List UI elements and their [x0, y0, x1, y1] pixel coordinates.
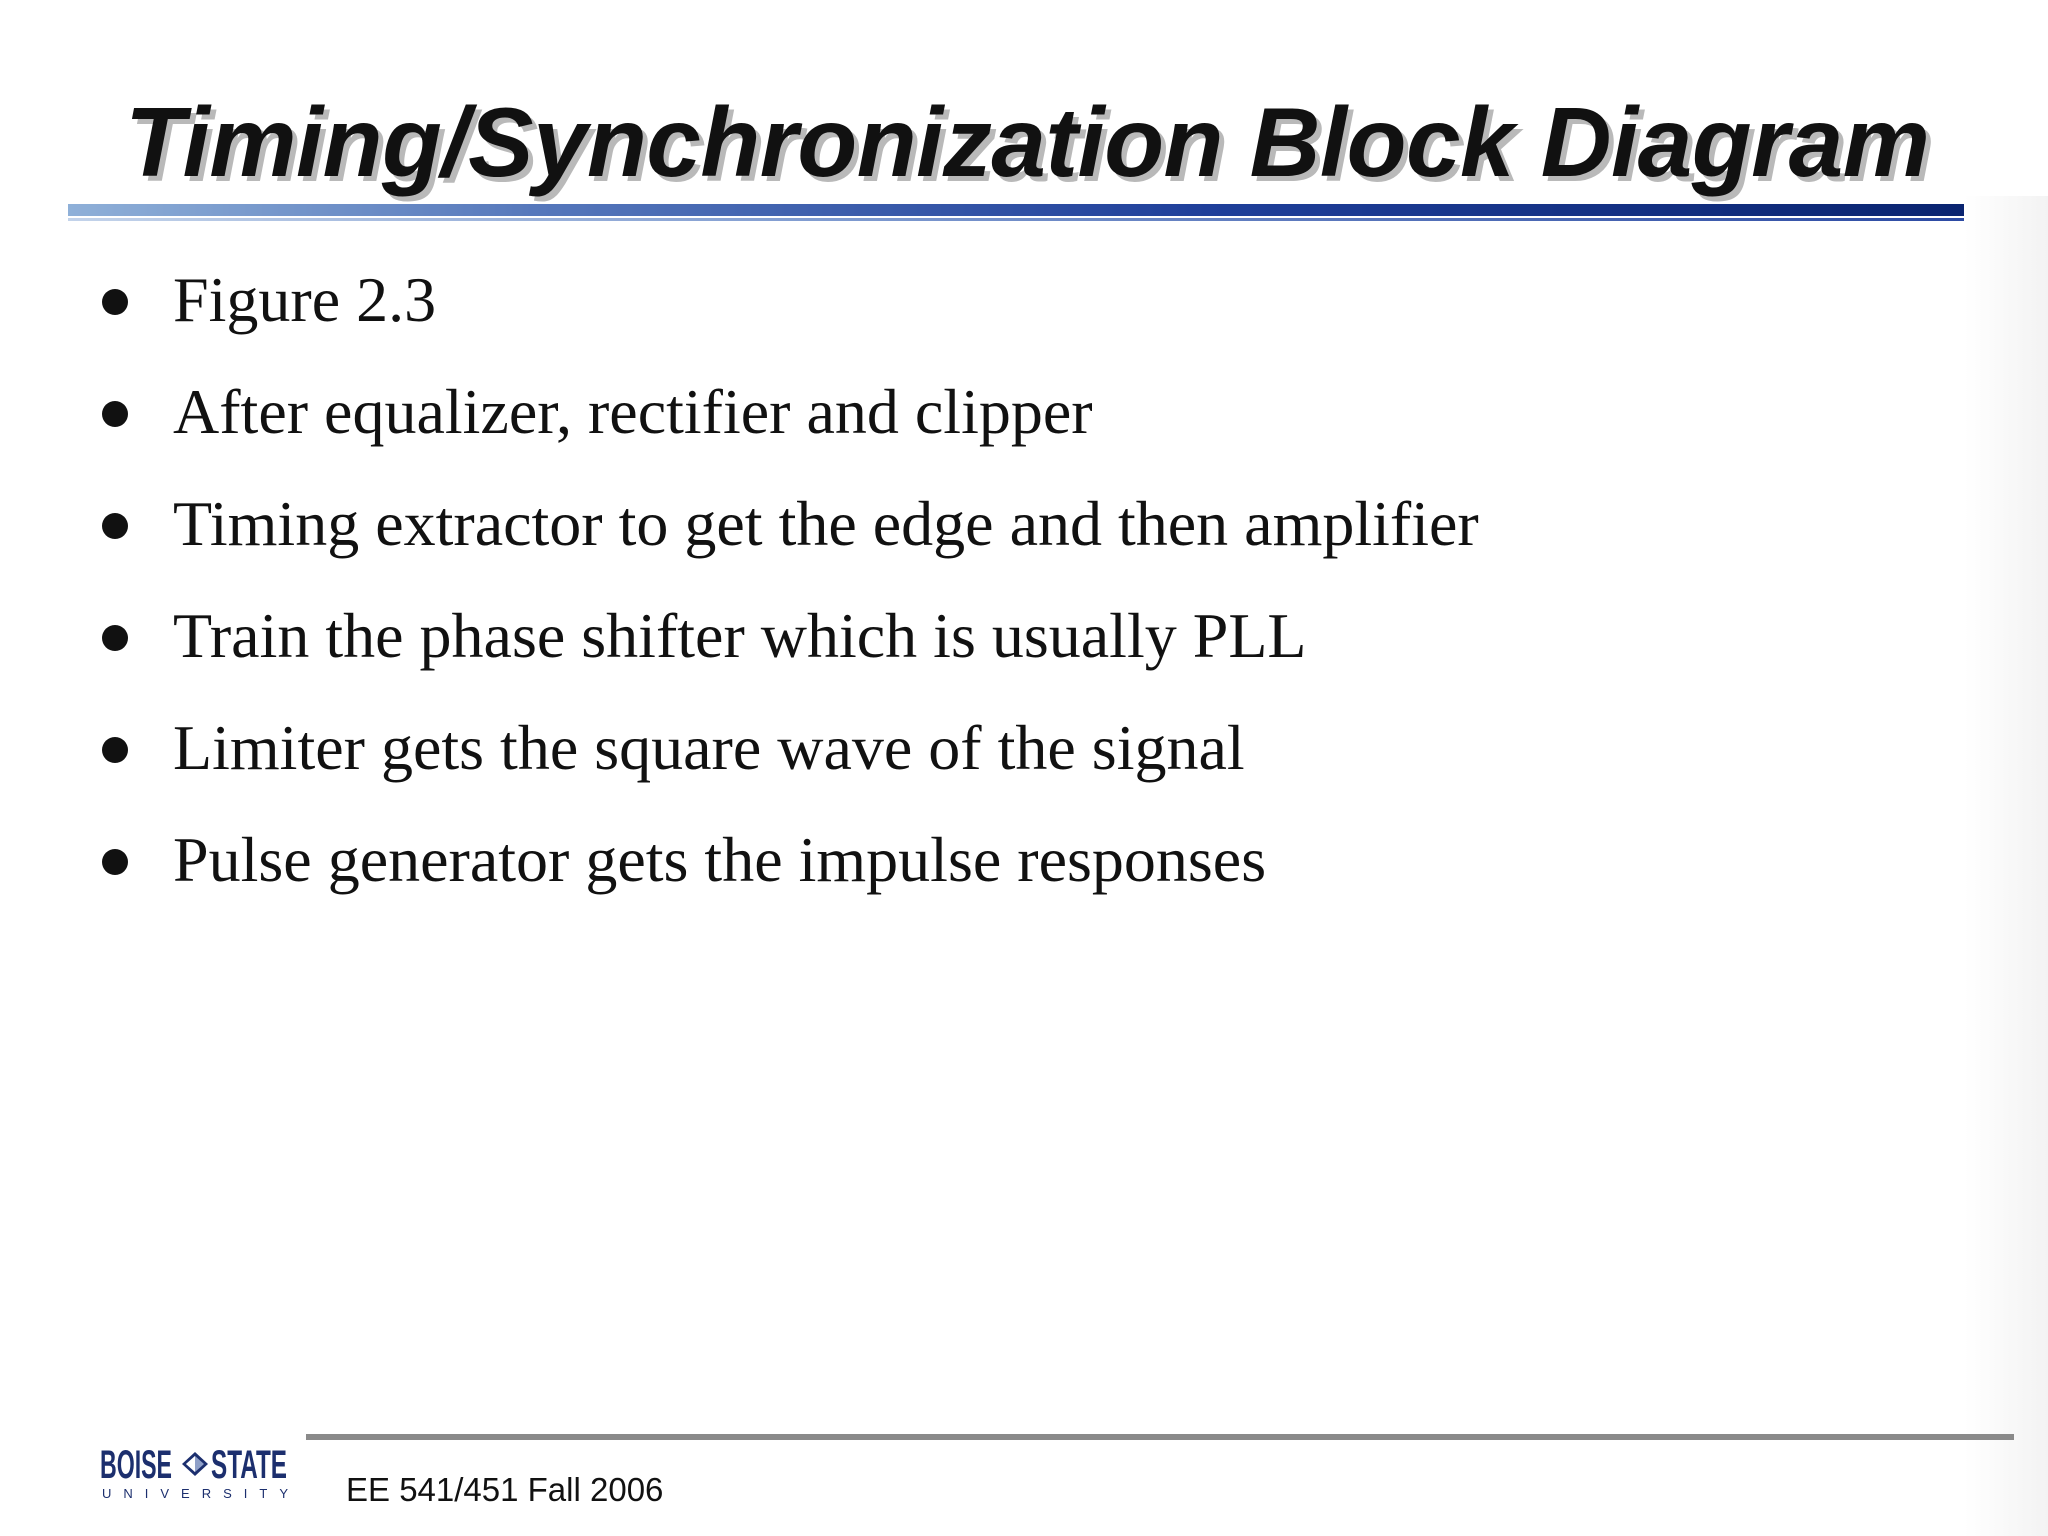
logo-word-left: BOISE — [100, 1443, 172, 1487]
bullet-dot-icon — [102, 737, 128, 763]
bullet-dot-icon — [102, 625, 128, 651]
title-divider — [68, 204, 1964, 222]
bullet-dot-icon — [102, 513, 128, 539]
logo-word-right: STATE — [211, 1443, 287, 1487]
footer-course-label: EE 541/451 Fall 2006 — [346, 1471, 664, 1508]
bullet-text: Train the phase shifter which is usually PLL — [173, 600, 1307, 671]
bullet-dot-icon — [102, 289, 128, 315]
bullet-text: Figure 2.3 — [173, 264, 437, 335]
footer-divider — [306, 1434, 2014, 1440]
title-divider-bar — [68, 204, 1964, 216]
slide-title: Timing/Synchronization Block Diagram — [125, 87, 1930, 197]
title-divider-underline — [68, 218, 1964, 221]
bullet-text: Limiter gets the square wave of the signal — [173, 712, 1245, 783]
bullet-text: After equalizer, rectifier and clipper — [173, 376, 1093, 447]
logo-diamond-icon — [182, 1452, 208, 1476]
bullet-dot-icon — [102, 849, 128, 875]
logo-university-label: UNIVERSITY — [102, 1486, 288, 1501]
boise-state-university-logo — [100, 1438, 290, 1502]
bullet-text: Pulse generator gets the impulse responses — [173, 824, 1267, 895]
right-edge-shade — [1964, 196, 2048, 1536]
bullet-text: Timing extractor to get the edge and then amplifier — [173, 488, 1479, 559]
bullet-dot-icon — [102, 401, 128, 427]
